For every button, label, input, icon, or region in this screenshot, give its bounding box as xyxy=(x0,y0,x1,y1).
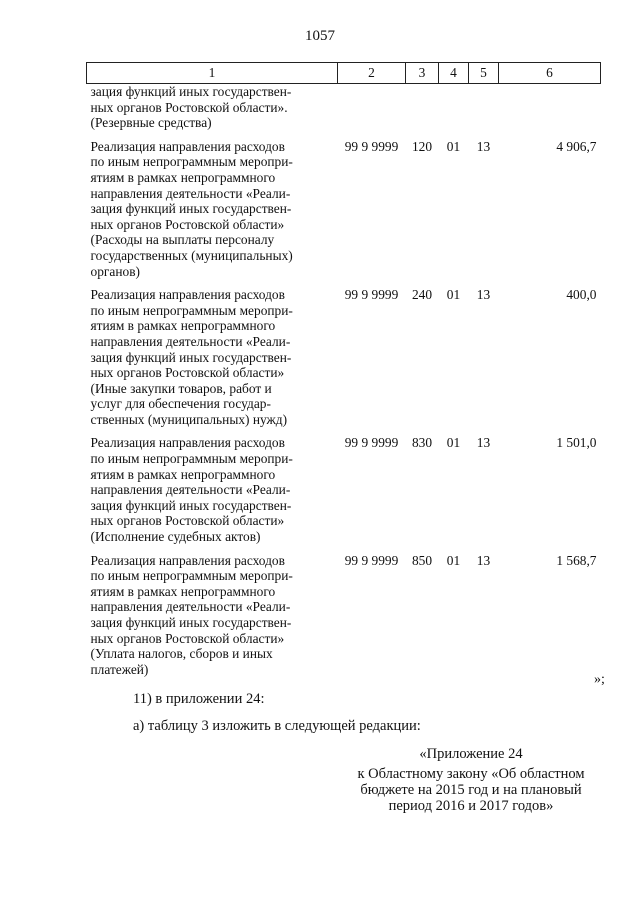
row-code: 99 9 9999 xyxy=(344,287,399,303)
row-name: Реализация направления расходов по иным непрограммным меропри- ятиям в рамках непрограммного направления деятельности «Реали- зация функций иных государствен- ных органов Ростовской области» (Расходы на выплаты персоналу государственных (муниципальных) органов) xyxy=(90,138,293,279)
table-header-row xyxy=(87,63,601,84)
row-pr xyxy=(469,84,499,131)
row-code xyxy=(338,84,406,131)
row-amount: 4 906,7 xyxy=(556,138,597,154)
page-number: 1057 xyxy=(305,28,335,44)
row-rz: 01 xyxy=(446,552,461,568)
table-row xyxy=(87,553,601,678)
table-row xyxy=(87,287,601,427)
row-code: 99 9 9999 xyxy=(344,435,399,451)
row-vr: 120 xyxy=(411,138,433,154)
row-amount: 400,0 xyxy=(566,287,597,303)
row-pr: 13 xyxy=(476,138,491,154)
row-pr: 13 xyxy=(476,435,491,451)
row-amount: 1 501,0 xyxy=(556,435,597,451)
header-col-1: 1 xyxy=(87,63,338,84)
row-rz xyxy=(439,84,469,131)
row-name: зация функций иных государствен- ных органов Ростовской области». (Резервные средства) xyxy=(90,84,292,131)
appendix-line-3: период 2016 и 2017 годов» xyxy=(388,798,554,814)
budget-table xyxy=(86,62,601,677)
closing-quote-mark: »; xyxy=(594,672,605,687)
table-row xyxy=(87,139,601,279)
row-rz: 01 xyxy=(446,138,461,154)
row-rz: 01 xyxy=(446,287,461,303)
appendix-line-1: к Областному закону «Об областном xyxy=(357,766,585,782)
row-name: Реализация направления расходов по иным непрограммным меропри- ятиям в рамках непрограммного направления деятельности «Реали- зация функций иных государствен- ных органов Ростовской области» (Иные закупки товаров, работ и услуг для обеспечения государ- ственных (муниципальных) нужд) xyxy=(90,287,293,427)
row-code: 99 9 9999 xyxy=(344,138,399,154)
header-col-2: 2 xyxy=(338,63,406,84)
item-a-text: а) таблицу 3 изложить в следующей редакции: xyxy=(133,718,421,734)
row-pr: 13 xyxy=(476,287,491,303)
row-vr: 240 xyxy=(411,287,433,303)
row-vr xyxy=(406,84,439,131)
table-row xyxy=(87,435,601,544)
appendix-title: «Приложение 24 xyxy=(419,746,523,762)
header-col-6: 6 xyxy=(499,63,601,84)
row-pr: 13 xyxy=(476,552,491,568)
row-vr: 850 xyxy=(411,552,433,568)
row-rz: 01 xyxy=(446,435,461,451)
row-vr: 830 xyxy=(411,435,433,451)
header-col-5: 5 xyxy=(469,63,499,84)
table-row xyxy=(87,84,601,131)
item-11-text: 11) в приложении 24: xyxy=(133,691,265,707)
row-name: Реализация направления расходов по иным непрограммным меропри- ятиям в рамках непрограммного направления деятельности «Реали- зация функций иных государствен- ных органов Ростовской области» (Уплата налогов, сборов и иных платежей) xyxy=(90,552,293,677)
header-col-4: 4 xyxy=(439,63,469,84)
row-amount: 1 568,7 xyxy=(556,552,597,568)
row-name: Реализация направления расходов по иным непрограммным меропри- ятиям в рамках непрограммного направления деятельности «Реали- зация функций иных государствен- ных органов Ростовской области» (Исполнение судебных актов) xyxy=(90,435,293,545)
row-code: 99 9 9999 xyxy=(344,552,399,568)
appendix-line-2: бюджете на 2015 год и на плановый xyxy=(360,782,582,798)
header-col-3: 3 xyxy=(406,63,439,84)
row-amount xyxy=(499,84,601,131)
